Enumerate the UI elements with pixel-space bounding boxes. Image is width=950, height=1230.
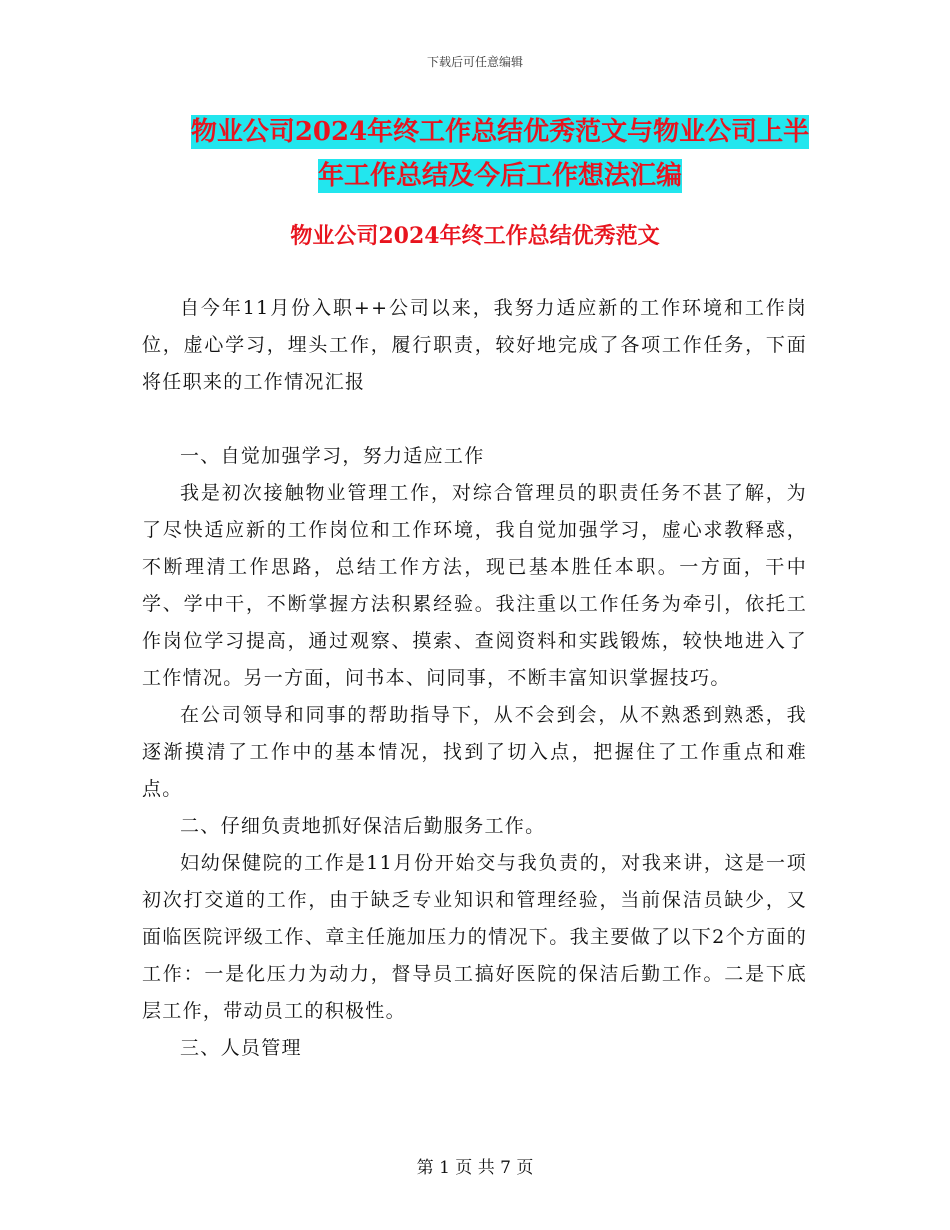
- body-paragraph: 妇幼保健院的工作是11月份开始交与我负责的，对我来讲，这是一项初次打交道的工作，由于缺乏专业知识和管理经验，当前保洁员缺少，又面临医院评级工作、章主任施加压力的情况下。我主要做了以下2个方面的工作：一是化压力为动力，督导员工搞好医院的保洁后勤工作。二是下底层工作，带动员工的积极性。: [142, 852, 807, 1022]
- body-paragraph: 在公司领导和同事的帮助指导下，从不会到会，从不熟悉到熟悉，我逐渐摸清了工作中的基本情况，找到了切入点，把握住了工作重点和难点。: [142, 704, 807, 800]
- section-heading-3: 三、人员管理: [180, 1037, 302, 1059]
- intro-paragraph: 自今年11月份入职++公司以来，我努力适应新的工作环境和工作岗位，虚心学习，埋头工作，履行职责，较好地完成了各项工作任务，下面将任职来的工作情况汇报: [142, 297, 807, 393]
- document-title-line-1: 物业公司2024年终工作总结优秀范文与物业公司上半: [190, 117, 810, 147]
- paragraph-gap: [142, 401, 807, 438]
- body-paragraph: 我是初次接触物业管理工作，对综合管理员的职责任务不甚了解，为了尽快适应新的工作岗位和工作环境，我自觉加强学习，虚心求教释惑，不断理清工作思路，总结工作方法，现已基本胜任本职。一方面，干中学、学中干，不断掌握方法积累经验。我注重以工作任务为牵引，依托工作岗位学习提高，通过观察、摸索、查阅资料和实践锻炼，较快地进入了工作情况。另一方面，问书本、问同事，不断丰富知识掌握技巧。: [142, 482, 807, 689]
- section-heading-1: 一、自觉加强学习，努力适应工作: [180, 445, 485, 467]
- header-note: 下载后可任意编辑: [426, 55, 523, 69]
- document-body: [142, 290, 807, 1067]
- section-heading-2: 二、仔细负责地抓好保洁后勤服务工作。: [180, 815, 546, 837]
- section-title: 物业公司2024年终工作总结优秀范文: [290, 223, 660, 249]
- document-title-line-2: 年工作总结及今后工作想法汇编: [317, 161, 682, 191]
- page-number-footer: 第 1 页 共 7 页: [416, 1158, 534, 1178]
- document-title: [120, 110, 880, 198]
